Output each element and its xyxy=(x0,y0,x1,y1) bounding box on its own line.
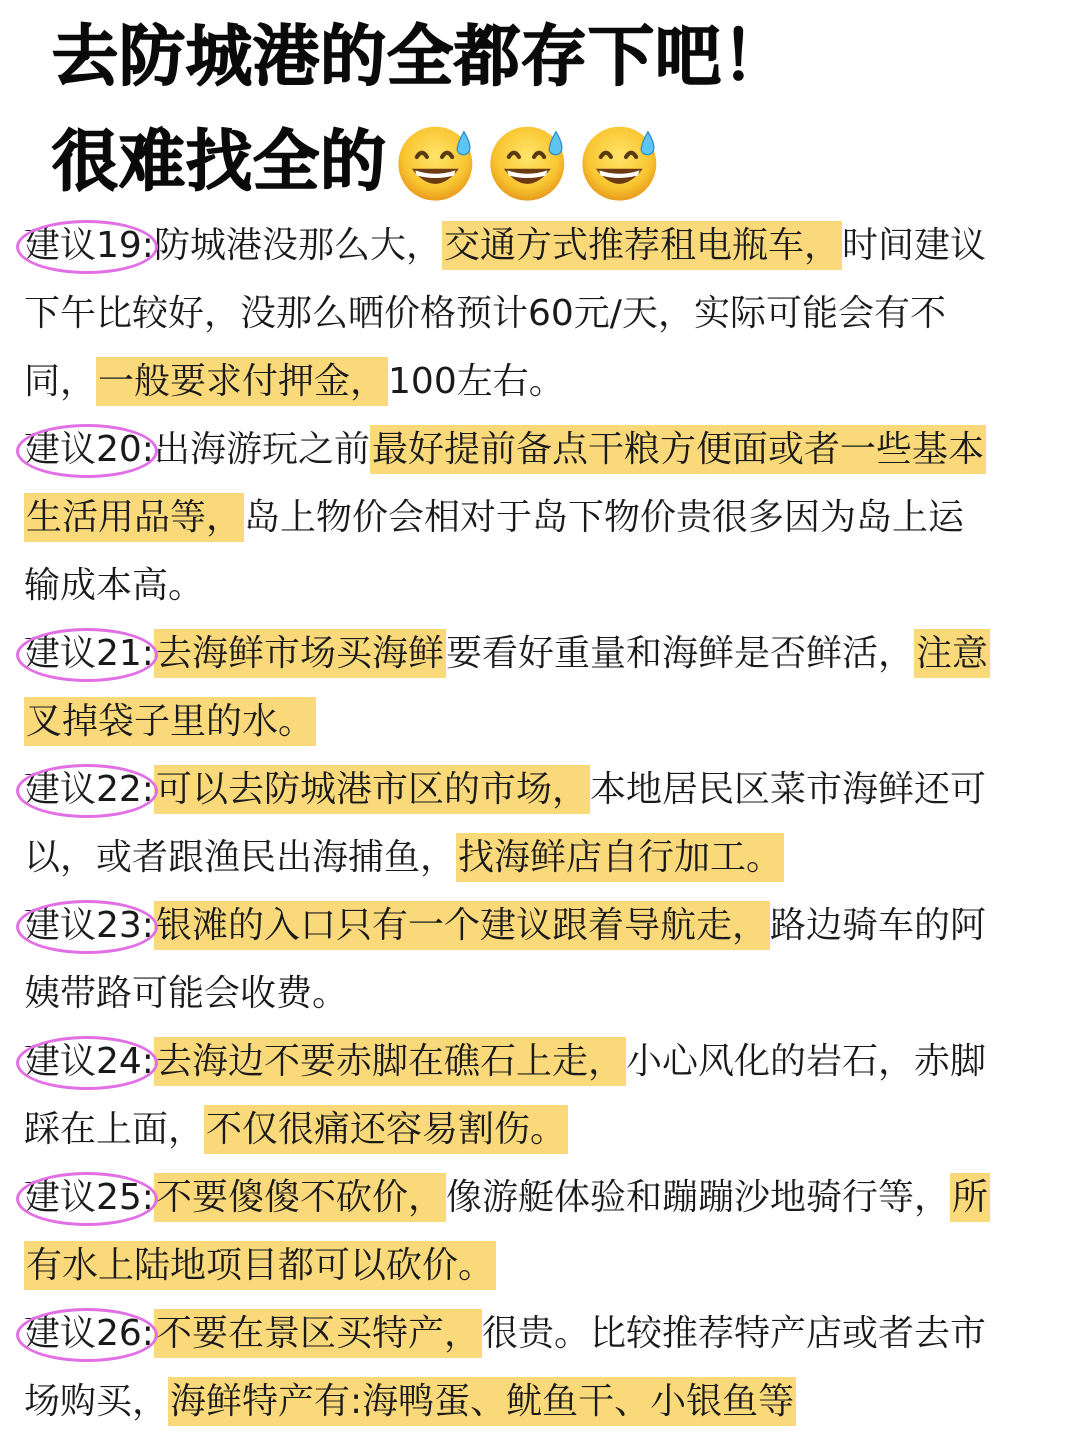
page-title-line-2 xyxy=(52,120,663,204)
tip-text: 踩在上面， xyxy=(24,1109,205,1150)
tip-text: 本地居民区菜市海鲜还可 xyxy=(589,769,986,810)
tip-label-circled: 建议19: xyxy=(24,212,154,280)
tip-text: 100左右。 xyxy=(388,361,565,402)
highlighted-text: 不要傻傻不砍价， xyxy=(154,1173,446,1222)
tips-list xyxy=(24,212,1044,1436)
tip-text: 路边骑车的阿 xyxy=(769,905,986,946)
tip-19-line xyxy=(24,212,1044,280)
tip-21-line xyxy=(24,688,1044,756)
tip-26-line xyxy=(24,1368,1044,1436)
tip-19-line xyxy=(24,348,1044,416)
highlighted-text: 所 xyxy=(950,1173,990,1222)
tip-text: 时间建议 xyxy=(841,225,986,266)
tip-text: 同， xyxy=(24,361,97,402)
tip-24-line xyxy=(24,1028,1044,1096)
tip-text: 要看好重量和海鲜是否鲜活， xyxy=(445,633,914,674)
highlighted-text: 去海边不要赤脚在礁石上走， xyxy=(154,1037,626,1086)
tip-19-line xyxy=(24,280,1044,348)
tip-text: 防城港没那么大， xyxy=(153,225,442,266)
highlighted-text: 叉掉袋子里的水。 xyxy=(24,697,316,746)
tip-label-circled: 建议23: xyxy=(24,892,154,960)
tip-text: 小心风化的岩石，赤脚 xyxy=(625,1041,986,1082)
tip-text: 以，或者跟渔民出海捕鱼， xyxy=(24,837,457,878)
tip-20-line xyxy=(24,484,1044,552)
title-line-2-text: 很难找全的 xyxy=(52,123,387,200)
tip-20-line xyxy=(24,416,1044,484)
tip-label-circled: 建议26: xyxy=(24,1300,154,1368)
tip-text: 像游艇体验和蹦蹦沙地骑行等， xyxy=(445,1177,950,1218)
highlighted-text: 银滩的入口只有一个建议跟着导航走， xyxy=(154,901,770,950)
highlighted-text: 注意 xyxy=(914,629,990,678)
tip-text: 很贵。比较推荐特产店或者去市 xyxy=(481,1313,986,1354)
tip-label-circled: 建议24: xyxy=(24,1028,154,1096)
page-title-line-1: 去防城港的全都存下吧！ xyxy=(52,18,789,95)
tip-text: 姨带路可能会收费。 xyxy=(24,973,349,1014)
tip-26-line xyxy=(24,1300,1044,1368)
highlighted-text: 可以去防城港市区的市场， xyxy=(154,765,590,814)
tip-text: 输成本高。 xyxy=(24,565,205,606)
tip-23-line xyxy=(24,892,1044,960)
tip-22-line xyxy=(24,824,1044,892)
highlighted-text: 最好提前备点干粮方便面或者一些基本 xyxy=(370,425,986,474)
highlighted-text: 有水上陆地项目都可以砍价。 xyxy=(24,1241,496,1290)
grinning-face-with-sweat-icon xyxy=(395,120,479,204)
tip-25-line xyxy=(24,1164,1044,1232)
tip-label-circled: 建议21: xyxy=(24,620,154,688)
tip-24-line xyxy=(24,1096,1044,1164)
grinning-face-with-sweat-icon xyxy=(487,120,571,204)
tip-20-line xyxy=(24,552,1044,620)
tip-21-line xyxy=(24,620,1044,688)
tip-25-line xyxy=(24,1232,1044,1300)
tip-label-circled: 建议22: xyxy=(24,756,154,824)
tip-text: 下午比较好，没那么晒价格预计60元/天，实际可能会有不 xyxy=(24,293,946,334)
tip-23-line xyxy=(24,960,1044,1028)
tip-text: 场购买， xyxy=(24,1381,169,1422)
tip-22-line xyxy=(24,756,1044,824)
highlighted-text: 交通方式推荐租电瓶车， xyxy=(442,221,842,270)
tip-text: 出海游玩之前 xyxy=(153,429,370,470)
grinning-face-with-sweat-icon xyxy=(579,120,663,204)
tip-text: 岛上物价会相对于岛下物价贵很多因为岛上运 xyxy=(244,497,965,538)
highlighted-text: 海鲜特产有:海鸭蛋、鱿鱼干、小银鱼等 xyxy=(168,1377,796,1426)
highlighted-text: 一般要求付押金， xyxy=(96,357,388,406)
tip-label-circled: 建议20: xyxy=(24,416,154,484)
highlighted-text: 生活用品等， xyxy=(24,493,244,542)
highlighted-text: 找海鲜店自行加工。 xyxy=(456,833,784,882)
tip-label-circled: 建议25: xyxy=(24,1164,154,1232)
highlighted-text: 不要在景区买特产， xyxy=(154,1309,482,1358)
highlighted-text: 不仅很痛还容易割伤。 xyxy=(204,1105,568,1154)
highlighted-text: 去海鲜市场买海鲜 xyxy=(154,629,446,678)
